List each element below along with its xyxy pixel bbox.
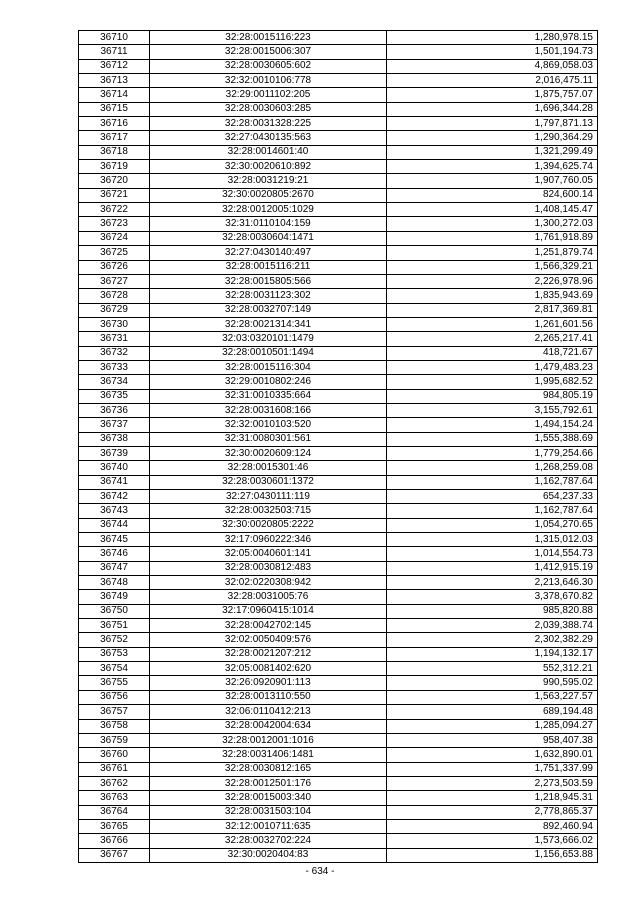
cadastral-number-cell: 32:28:0015116:304 <box>150 360 387 374</box>
cadastral-value-cell: 1,408,145.47 <box>387 203 598 217</box>
table-row <box>79 819 598 833</box>
cadastral-number-cell: 32:28:0030603:285 <box>150 102 387 116</box>
row-number-cell: 36729 <box>79 303 150 317</box>
row-number-cell: 36759 <box>79 733 150 747</box>
cadastral-value-cell: 1,797,871.13 <box>387 117 598 131</box>
page-number: - 634 - <box>305 866 335 877</box>
cadastral-number-cell: 32:31:0010335:664 <box>150 389 387 403</box>
row-number-cell: 36762 <box>79 776 150 790</box>
table-row <box>79 432 598 446</box>
cadastral-value-cell: 654,237.33 <box>387 490 598 504</box>
table-row <box>79 619 598 633</box>
cadastral-number-cell: 32:30:0020805:2222 <box>150 518 387 532</box>
cadastral-number-cell: 32:28:0031503:104 <box>150 805 387 819</box>
table-row <box>79 518 598 532</box>
row-number-cell: 36710 <box>79 31 150 45</box>
cadastral-number-cell: 32:28:0013110:550 <box>150 690 387 704</box>
table-row <box>79 446 598 460</box>
cadastral-number-cell: 32:28:0030604:1471 <box>150 231 387 245</box>
cadastral-number-cell: 32:28:0031608:166 <box>150 403 387 417</box>
table-row <box>79 131 598 145</box>
row-number-cell: 36736 <box>79 403 150 417</box>
row-number-cell: 36716 <box>79 117 150 131</box>
row-number-cell: 36757 <box>79 705 150 719</box>
cadastral-number-cell: 32:31:0110104:159 <box>150 217 387 231</box>
cadastral-number-cell: 32:28:0042004:634 <box>150 719 387 733</box>
row-number-cell: 36748 <box>79 576 150 590</box>
table-row <box>79 59 598 73</box>
row-number-cell: 36725 <box>79 246 150 260</box>
row-number-cell: 36753 <box>79 647 150 661</box>
row-number-cell: 36738 <box>79 432 150 446</box>
cadastral-number-cell: 32:12:0010711:635 <box>150 819 387 833</box>
table-row <box>79 31 598 45</box>
table-row <box>79 647 598 661</box>
table-row <box>79 676 598 690</box>
cadastral-value-cell: 1,014,554.73 <box>387 547 598 561</box>
table-row <box>79 533 598 547</box>
cadastral-value-cell: 3,378,670.82 <box>387 590 598 604</box>
cadastral-number-cell: 32:32:0010103:520 <box>150 418 387 432</box>
table-row <box>79 418 598 432</box>
table-row <box>79 791 598 805</box>
table-row <box>79 490 598 504</box>
row-number-cell: 36749 <box>79 590 150 604</box>
table-row <box>79 690 598 704</box>
cadastral-value-cell: 2,265,217.41 <box>387 332 598 346</box>
table-row <box>79 762 598 776</box>
table-row <box>79 547 598 561</box>
cadastral-number-cell: 32:28:0021207:212 <box>150 647 387 661</box>
table-body <box>79 31 598 863</box>
cadastral-value-cell: 2,213,646.30 <box>387 576 598 590</box>
cadastral-value-cell: 990,595.02 <box>387 676 598 690</box>
cadastral-number-cell: 32:29:0010802:246 <box>150 375 387 389</box>
row-number-cell: 36766 <box>79 834 150 848</box>
row-number-cell: 36756 <box>79 690 150 704</box>
cadastral-value-cell: 1,268,259.08 <box>387 461 598 475</box>
cadastral-number-cell: 32:26:0920901:113 <box>150 676 387 690</box>
cadastral-value-cell: 1,632,890.01 <box>387 748 598 762</box>
cadastral-value-cell: 1,751,337.99 <box>387 762 598 776</box>
cadastral-value-cell: 1,261,601.56 <box>387 317 598 331</box>
cadastral-value-cell: 689,194.48 <box>387 705 598 719</box>
cadastral-value-cell: 958,407.38 <box>387 733 598 747</box>
table-row <box>79 289 598 303</box>
cadastral-value-cell: 2,039,388.74 <box>387 619 598 633</box>
row-number-cell: 36741 <box>79 475 150 489</box>
cadastral-number-cell: 32:27:0430135:563 <box>150 131 387 145</box>
cadastral-value-cell: 4,869,058.03 <box>387 59 598 73</box>
table-row <box>79 705 598 719</box>
table-row <box>79 475 598 489</box>
cadastral-number-cell: 32:05:0040601:141 <box>150 547 387 561</box>
cadastral-number-cell: 32:28:0032707:149 <box>150 303 387 317</box>
row-number-cell: 36743 <box>79 504 150 518</box>
cadastral-value-cell: 1,761,918.89 <box>387 231 598 245</box>
row-number-cell: 36728 <box>79 289 150 303</box>
cadastral-value-cell: 552,312.21 <box>387 662 598 676</box>
cadastral-value-cell: 1,696,344.28 <box>387 102 598 116</box>
row-number-cell: 36751 <box>79 619 150 633</box>
cadastral-number-cell: 32:28:0031328:225 <box>150 117 387 131</box>
table-row <box>79 117 598 131</box>
row-number-cell: 36722 <box>79 203 150 217</box>
table-row <box>79 317 598 331</box>
cadastral-value-cell: 2,817,369.81 <box>387 303 598 317</box>
row-number-cell: 36713 <box>79 74 150 88</box>
cadastral-value-cell: 1,995,682.52 <box>387 375 598 389</box>
cadastral-value-cell: 1,218,945.31 <box>387 791 598 805</box>
row-number-cell: 36755 <box>79 676 150 690</box>
row-number-cell: 36715 <box>79 102 150 116</box>
cadastral-number-cell: 32:28:0021314:341 <box>150 317 387 331</box>
row-number-cell: 36732 <box>79 346 150 360</box>
row-number-cell: 36734 <box>79 375 150 389</box>
row-number-cell: 36767 <box>79 848 150 862</box>
cadastral-number-cell: 32:32:0010106:778 <box>150 74 387 88</box>
cadastral-number-cell: 32:30:0020610:892 <box>150 160 387 174</box>
cadastral-number-cell: 32:02:0050409:576 <box>150 633 387 647</box>
table-row <box>79 74 598 88</box>
table-row <box>79 733 598 747</box>
cadastral-value-cell: 1,054,270.65 <box>387 518 598 532</box>
cadastral-value-cell: 1,280,978.15 <box>387 31 598 45</box>
row-number-cell: 36737 <box>79 418 150 432</box>
cadastral-number-cell: 32:28:0015116:211 <box>150 260 387 274</box>
table-row <box>79 303 598 317</box>
cadastral-number-cell: 32:31:0080301:561 <box>150 432 387 446</box>
cadastral-value-cell: 985,820.88 <box>387 604 598 618</box>
table-row <box>79 719 598 733</box>
table-row <box>79 604 598 618</box>
row-number-cell: 36745 <box>79 533 150 547</box>
cadastral-number-cell: 32:28:0015805:566 <box>150 274 387 288</box>
cadastral-value-cell: 1,285,094.27 <box>387 719 598 733</box>
cadastral-number-cell: 32:28:0042702:145 <box>150 619 387 633</box>
row-number-cell: 36711 <box>79 45 150 59</box>
cadastral-number-cell: 32:28:0015003:340 <box>150 791 387 805</box>
row-number-cell: 36754 <box>79 662 150 676</box>
row-number-cell: 36714 <box>79 88 150 102</box>
table-row <box>79 231 598 245</box>
cadastral-number-cell: 32:28:0012001:1016 <box>150 733 387 747</box>
table-row <box>79 776 598 790</box>
row-number-cell: 36758 <box>79 719 150 733</box>
table-row <box>79 188 598 202</box>
row-number-cell: 36720 <box>79 174 150 188</box>
table-row <box>79 389 598 403</box>
row-number-cell: 36718 <box>79 145 150 159</box>
cadastral-value-cell: 1,566,329.21 <box>387 260 598 274</box>
cadastral-value-cell: 1,479,483.23 <box>387 360 598 374</box>
row-number-cell: 36752 <box>79 633 150 647</box>
table-row <box>79 260 598 274</box>
cadastral-value-cell: 984,805.19 <box>387 389 598 403</box>
cadastral-value-cell: 2,302,382.29 <box>387 633 598 647</box>
cadastral-value-cell: 1,501,194.73 <box>387 45 598 59</box>
cadastral-number-cell: 32:28:0031219:21 <box>150 174 387 188</box>
cadastral-number-cell: 32:28:0015301:46 <box>150 461 387 475</box>
cadastral-value-cell: 1,779,254.66 <box>387 446 598 460</box>
cadastral-number-cell: 32:28:0032503:715 <box>150 504 387 518</box>
cadastral-value-cell: 1,412,915.19 <box>387 561 598 575</box>
cadastral-number-cell: 32:06:0110412:213 <box>150 705 387 719</box>
table-row <box>79 160 598 174</box>
table-row <box>79 561 598 575</box>
row-number-cell: 36750 <box>79 604 150 618</box>
row-number-cell: 36717 <box>79 131 150 145</box>
table-row <box>79 834 598 848</box>
cadastral-number-cell: 32:28:0030601:1372 <box>150 475 387 489</box>
cadastral-value-cell: 1,907,760.05 <box>387 174 598 188</box>
cadastral-number-cell: 32:28:0010501:1494 <box>150 346 387 360</box>
cadastral-number-cell: 32:17:0960222:346 <box>150 533 387 547</box>
cadastral-value-cell: 892,460.94 <box>387 819 598 833</box>
cadastral-value-cell: 1,315,012.03 <box>387 533 598 547</box>
table-row <box>79 805 598 819</box>
cadastral-value-cell: 2,273,503.59 <box>387 776 598 790</box>
row-number-cell: 36739 <box>79 446 150 460</box>
table-row <box>79 88 598 102</box>
cadastral-value-cell: 2,226,978.96 <box>387 274 598 288</box>
row-number-cell: 36721 <box>79 188 150 202</box>
cadastral-value-cell: 1,290,364.29 <box>387 131 598 145</box>
table-row <box>79 375 598 389</box>
row-number-cell: 36744 <box>79 518 150 532</box>
table-row <box>79 246 598 260</box>
table-row <box>79 748 598 762</box>
row-number-cell: 36740 <box>79 461 150 475</box>
row-number-cell: 36746 <box>79 547 150 561</box>
cadastral-number-cell: 32:30:0020805:2670 <box>150 188 387 202</box>
cadastral-value-cell: 2,778,865.37 <box>387 805 598 819</box>
cadastral-number-cell: 32:28:0030812:165 <box>150 762 387 776</box>
cadastral-number-cell: 32:28:0014601:40 <box>150 145 387 159</box>
cadastral-value-cell: 1,875,757.07 <box>387 88 598 102</box>
table-row <box>79 346 598 360</box>
row-number-cell: 36735 <box>79 389 150 403</box>
row-number-cell: 36731 <box>79 332 150 346</box>
cadastral-number-cell: 32:28:0012005:1029 <box>150 203 387 217</box>
cadastral-value-cell: 1,162,787.64 <box>387 475 598 489</box>
cadastral-number-cell: 32:30:0020404:83 <box>150 848 387 862</box>
row-number-cell: 36761 <box>79 762 150 776</box>
table-row <box>79 360 598 374</box>
row-number-cell: 36726 <box>79 260 150 274</box>
cadastral-value-cell: 1,300,272.03 <box>387 217 598 231</box>
cadastral-number-cell: 32:28:0030812:483 <box>150 561 387 575</box>
row-number-cell: 36730 <box>79 317 150 331</box>
cadastral-number-cell: 32:05:0081402:620 <box>150 662 387 676</box>
cadastral-value-cell: 1,321,299.49 <box>387 145 598 159</box>
cadastral-value-cell: 418,721.67 <box>387 346 598 360</box>
row-number-cell: 36723 <box>79 217 150 231</box>
cadastral-value-cell: 1,156,653.88 <box>387 848 598 862</box>
cadastral-value-cell: 1,194,132.17 <box>387 647 598 661</box>
table-row <box>79 332 598 346</box>
table-row <box>79 662 598 676</box>
cadastral-value-cell: 1,251,879.74 <box>387 246 598 260</box>
cadastral-number-cell: 32:27:0430111:119 <box>150 490 387 504</box>
cadastral-number-cell: 32:28:0031005:76 <box>150 590 387 604</box>
row-number-cell: 36733 <box>79 360 150 374</box>
cadastral-value-cell: 824,600.14 <box>387 188 598 202</box>
cadastral-value-cell: 2,016,475.11 <box>387 74 598 88</box>
cadastral-number-cell: 32:28:0032702:224 <box>150 834 387 848</box>
cadastral-number-cell: 32:27:0430140:497 <box>150 246 387 260</box>
cadastral-value-cell: 1,573,666.02 <box>387 834 598 848</box>
row-number-cell: 36742 <box>79 490 150 504</box>
cadastral-number-cell: 32:28:0015116:223 <box>150 31 387 45</box>
cadastral-number-cell: 32:28:0015006:307 <box>150 45 387 59</box>
cadastral-number-cell: 32:17:0960415:1014 <box>150 604 387 618</box>
row-number-cell: 36712 <box>79 59 150 73</box>
row-number-cell: 36763 <box>79 791 150 805</box>
table-row <box>79 461 598 475</box>
table-row <box>79 102 598 116</box>
table-row <box>79 45 598 59</box>
row-number-cell: 36747 <box>79 561 150 575</box>
row-number-cell: 36764 <box>79 805 150 819</box>
cadastral-value-table <box>78 30 598 863</box>
cadastral-number-cell: 32:28:0031123:302 <box>150 289 387 303</box>
cadastral-number-cell: 32:28:0012501:176 <box>150 776 387 790</box>
row-number-cell: 36724 <box>79 231 150 245</box>
table-row <box>79 403 598 417</box>
cadastral-value-cell: 1,555,388.69 <box>387 432 598 446</box>
cadastral-number-cell: 32:03:0320101:1479 <box>150 332 387 346</box>
row-number-cell: 36760 <box>79 748 150 762</box>
table-row <box>79 274 598 288</box>
row-number-cell: 36719 <box>79 160 150 174</box>
table-row <box>79 576 598 590</box>
table-row <box>79 633 598 647</box>
cadastral-number-cell: 32:28:0030605:602 <box>150 59 387 73</box>
cadastral-value-cell: 1,494,154.24 <box>387 418 598 432</box>
cadastral-number-cell: 32:28:0031406:1481 <box>150 748 387 762</box>
cadastral-value-cell: 1,835,943.69 <box>387 289 598 303</box>
table-row <box>79 504 598 518</box>
cadastral-value-cell: 3,155,792.61 <box>387 403 598 417</box>
cadastral-value-cell: 1,394,625.74 <box>387 160 598 174</box>
cadastral-number-cell: 32:29:0011102:205 <box>150 88 387 102</box>
cadastral-number-cell: 32:02:0220308:942 <box>150 576 387 590</box>
table-row <box>79 174 598 188</box>
row-number-cell: 36765 <box>79 819 150 833</box>
cadastral-value-cell: 1,162,787.64 <box>387 504 598 518</box>
table-row <box>79 217 598 231</box>
table-row <box>79 848 598 862</box>
table-row <box>79 145 598 159</box>
cadastral-number-cell: 32:30:0020609:124 <box>150 446 387 460</box>
cadastral-value-cell: 1,563,227.57 <box>387 690 598 704</box>
table-row <box>79 203 598 217</box>
table-row <box>79 590 598 604</box>
row-number-cell: 36727 <box>79 274 150 288</box>
